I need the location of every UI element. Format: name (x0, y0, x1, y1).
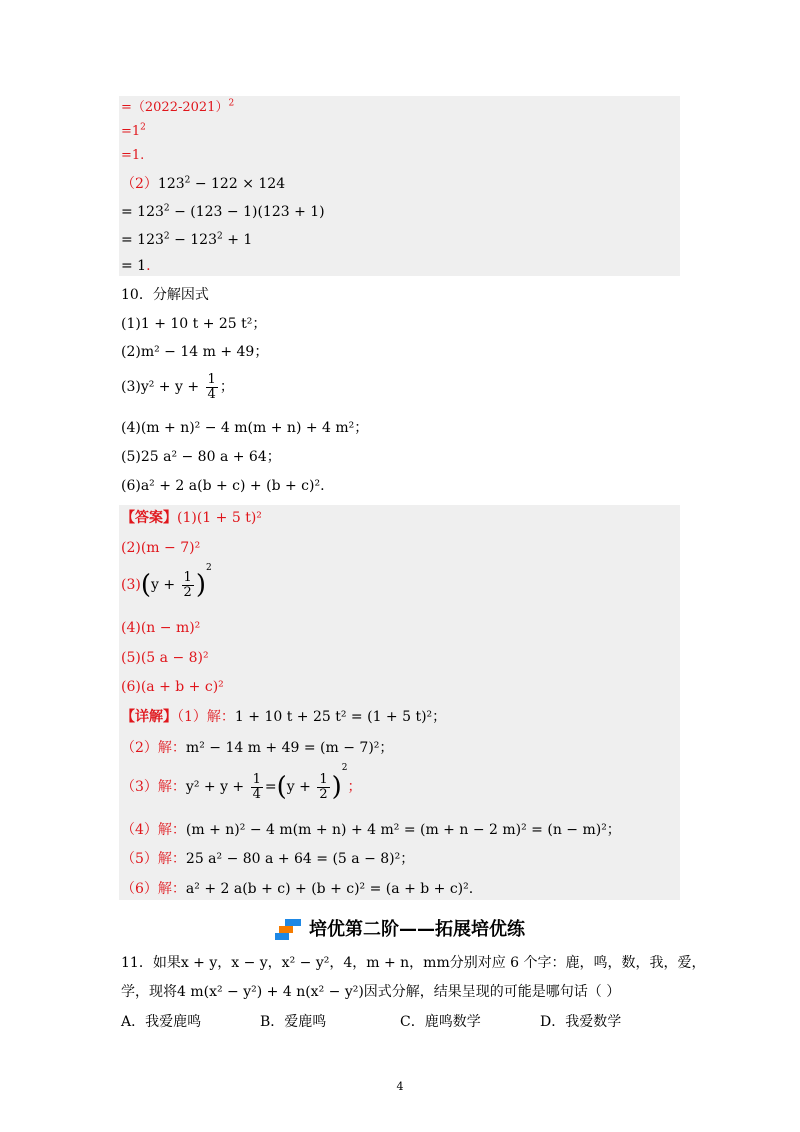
top-line-6: = $123^2 - 123^2 + 1$ (121, 231, 253, 248)
top-line-4-expr: 123 (157, 176, 185, 192)
top-line-4-label: （2） (121, 176, 158, 192)
detail-2-label: （2）解： (121, 740, 186, 756)
detail-4-label: （4）解： (121, 822, 186, 838)
detail-4: (m + n)² − 4 m(m + n) + 4 m² = (m + n − 2 m)² = (n − m)²； (185, 822, 621, 838)
top-line-1-sup: 2 (228, 98, 235, 109)
answer-line-1 (121, 508, 262, 528)
top-line-5-a: = 123 (121, 204, 164, 220)
section-heading (0, 915, 800, 941)
page-number: 4 (396, 1080, 404, 1093)
detail-tag: 【详解】 (121, 709, 177, 725)
detail-5: 25 a² − 80 a + 64 = (5 a − 8)²； (185, 851, 415, 867)
answer-3-inner: y + (151, 577, 180, 593)
answer-6: (6)(a + b + c)² (121, 679, 224, 695)
top-line-2-text: =1 (121, 124, 141, 139)
top-line-6-a: = 123 (121, 232, 164, 248)
top-line-4: $(2)123^2 - 122 \times 124$ (121, 175, 286, 192)
detail-line-2 (121, 738, 393, 758)
q10-item-6: (6)a² + 2 a(b + c) + (b + c)². (121, 478, 325, 494)
detail-3-tail: ； (347, 779, 362, 795)
detail-2: m² − 14 m + 49 = (m − 7)²； (185, 740, 394, 756)
detail-3-label: （3）解： (121, 779, 186, 795)
answer-4: (4)(n − m)² (121, 620, 201, 636)
answer-1: (1)(1 + 5 t)² (177, 510, 262, 526)
top-line-7-text: = 1 (121, 258, 147, 274)
answer-3-prefix: (3) (121, 577, 141, 593)
q10-item-3-den: 4 (207, 386, 216, 402)
q10-item-4: (4)(m + n)² − 4 m(m + n) + 4 m²； (121, 420, 369, 436)
section-title: 培优第二阶——拓展培优练 (309, 919, 525, 940)
q10-item-1: (1)1 + 10 t + 25 t²； (121, 316, 267, 332)
detail-3-a: y² + y + (185, 779, 249, 795)
top-line-1 (121, 98, 234, 118)
top-line-4-rest: − 122 × 124 (194, 176, 286, 192)
answer-3-fraction (182, 571, 194, 600)
choice-a[interactable]: A．我爱鹿鸣 (121, 1014, 202, 1030)
detail-3-den: 4 (252, 786, 261, 802)
answer-3-den: 2 (183, 584, 192, 600)
detail-3-sup: 2 (341, 763, 348, 773)
detail-1-label: （1）解： (177, 709, 235, 725)
answer-2: (2)(m − 7)² (121, 540, 201, 556)
detail-1: 1 + 10 t + 25 t² = (1 + 5 t)²； (234, 709, 447, 725)
detail-6: a² + 2 a(b + c) + (b + c)² = (a + b + c)². (185, 881, 474, 897)
q10-item-3-fraction (206, 373, 218, 402)
detail-3-num2: 1 (319, 771, 328, 787)
detail-3-eq: = (264, 779, 277, 795)
top-line-5-b: − (123 − 1)(123 + 1) (174, 204, 325, 220)
choice-c[interactable]: C．鹿鸣数学 (400, 1014, 481, 1030)
answer-tag: 【答案】 (121, 510, 177, 526)
q10-title: 10．分解因式 (121, 287, 209, 303)
answer-3-num: 1 (183, 569, 192, 585)
detail-5-label: （5）解： (121, 851, 186, 867)
top-line-6-c: + 1 (227, 232, 253, 248)
top-line-5: = $123^2 - (123 - 1)(123 + 1)$ (121, 203, 325, 220)
q10-item-3-num: 1 (207, 371, 216, 387)
q11-line-1: 11．如果x + y，x − y，x² − y²，4，m + n，mm分别对应 6 个字：鹿，鸣，数，我，爱， (121, 955, 706, 971)
q11-line-2: 学，现将4 m(x² − y²) + 4 n(x² − y²)因式分解，结果呈现的可能是哪句话（ ） (121, 984, 621, 1000)
q10-item-3-text: (3)y² + y + (121, 379, 204, 395)
top-line-2 (121, 122, 146, 142)
detail-3-den2: 2 (319, 786, 328, 802)
detail-3-fraction-2 (317, 773, 329, 802)
detail-3-fraction-1 (251, 773, 263, 802)
answer-box-q10 (119, 505, 680, 900)
top-line-1-text: =（2022-2021） (121, 100, 229, 115)
q10-item-3 (121, 372, 234, 402)
detail-line-4 (121, 820, 621, 840)
top-line-6-b: − 123 (174, 232, 217, 248)
detail-line-6 (121, 879, 473, 899)
detail-line-5 (121, 849, 414, 869)
answer-5: (5)(5 a − 8)² (121, 650, 209, 666)
answer-3-sup: 2 (205, 563, 212, 573)
answer-3: (3)(y + $\frac{1}{2}$ )$^2$ (121, 563, 212, 600)
q10-item-5: (5)25 a² − 80 a + 64； (121, 449, 281, 465)
choice-b[interactable]: B．爱鹿鸣 (260, 1014, 327, 1030)
top-line-3: =1. (121, 148, 145, 163)
stairs-icon (275, 919, 303, 941)
choice-d[interactable]: D．我爱数学 (540, 1014, 622, 1030)
detail-3-inner: y + (286, 779, 316, 795)
top-line-7 (121, 256, 151, 276)
q10-item-2: (2)m² − 14 m + 49； (121, 344, 269, 360)
top-line-7-dot: . (146, 258, 151, 274)
detail-3-num: 1 (252, 771, 261, 787)
top-line-2-sup: 2 (140, 122, 146, 133)
detail-line-3: （3）解：y² + y + $\frac{1}{4}$ =(y + $\frac{1}{2}$ )$^2$； (121, 763, 362, 802)
detail-6-label: （6）解： (121, 881, 186, 897)
q10-item-3-tail: ； (219, 379, 234, 395)
detail-line-1 (121, 707, 446, 727)
